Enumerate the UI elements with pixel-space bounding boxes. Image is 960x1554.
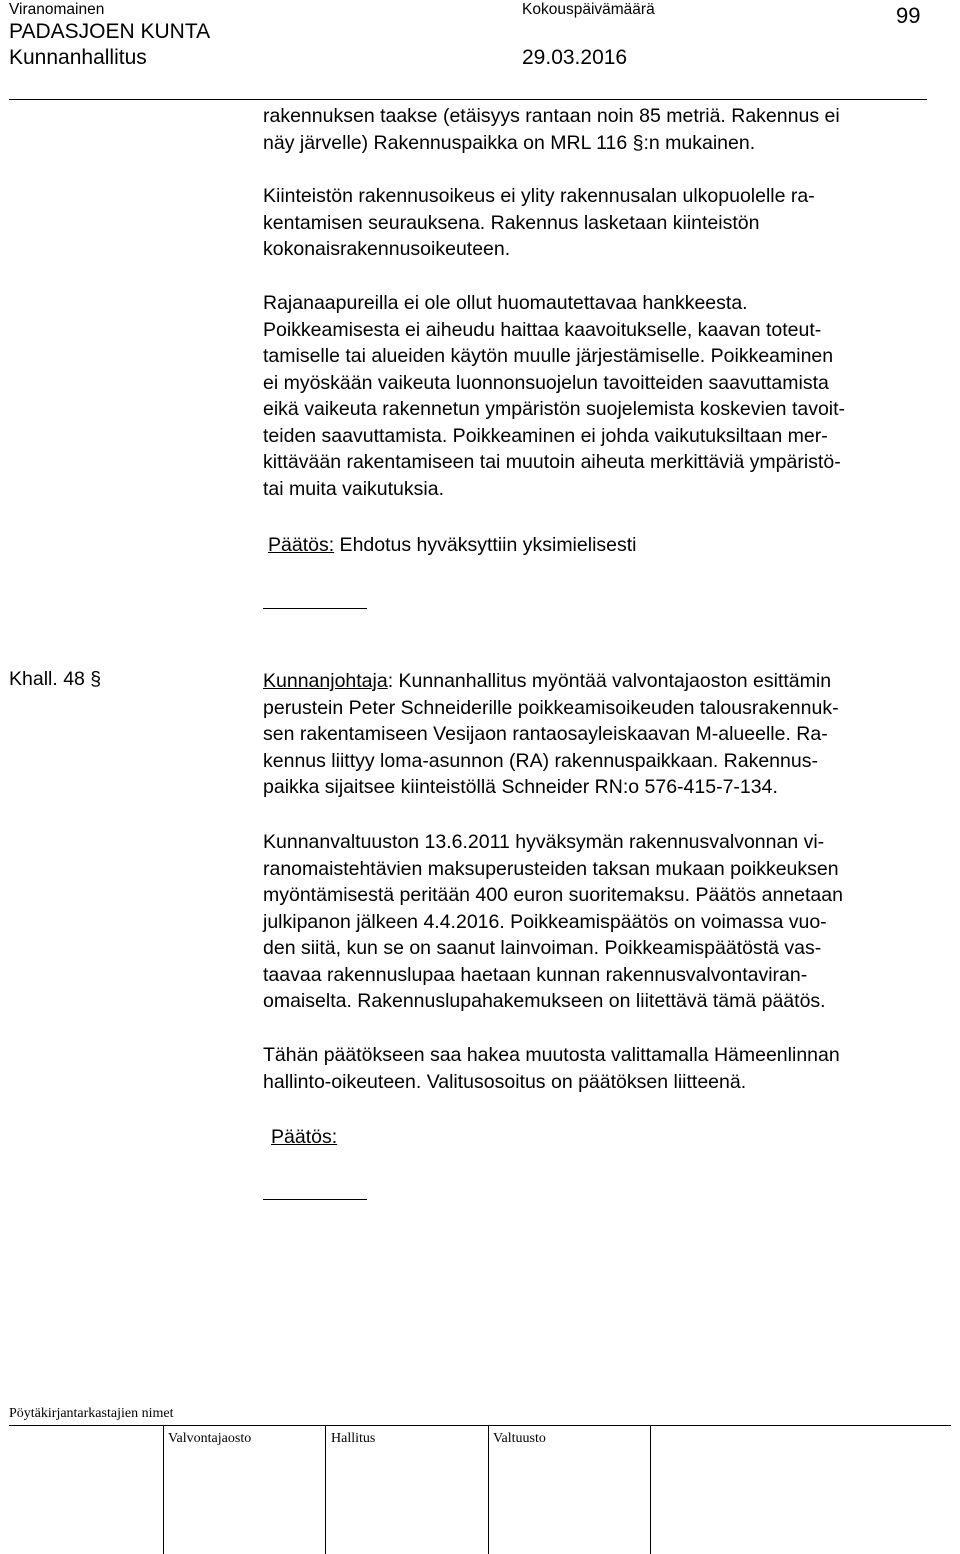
footer-column-separator: [488, 1425, 489, 1554]
text-line: den siitä, kun se on saanut lainvoiman. Poikkeamispäätöstä vas-: [263, 937, 822, 959]
footer-column-separator: [650, 1425, 651, 1554]
section-end-rule: [263, 1199, 367, 1200]
text-line: kennus liittyy loma-asunnon (RA) rakennuspaikkaan. Rakennus-: [263, 749, 818, 772]
text-line: Rajanaapureilla ei ole ollut huomautettavaa hankkeesta.: [263, 292, 748, 314]
text-line: Poikkeamisesta ei aiheudu haittaa kaavoitukselle, kaavan toteut-: [263, 318, 822, 341]
header-role: Viranomainen: [9, 1, 105, 18]
section1-para2: [263, 183, 953, 263]
text-line: rakennuksen taakse (etäisyys rantaan noin 85 metriä. Rakennus ei: [263, 105, 840, 127]
footer-divider: [9, 1425, 951, 1426]
section-end-rule: [263, 608, 367, 609]
text-line: ei myöskään vaikeuta luonnonsuojelun tavoitteiden saavuttamista: [263, 371, 829, 394]
decision-text: Ehdotus hyväksyttiin yksimielisesti: [334, 534, 637, 556]
section2-para3: [263, 1042, 953, 1095]
text-line: ranomaistehtävien maksuperusteiden taksan mukaan poikkeuksen: [263, 857, 839, 880]
proposer-text: : Kunnanhallitus myöntää valvontajaoston esittämin: [387, 670, 832, 692]
header-municipality: PADASJOEN KUNTA: [9, 20, 211, 43]
text-line: näy järvelle) Rakennuspaikka on MRL 116 §:n mukainen.: [263, 131, 756, 154]
section2-para2: [263, 829, 953, 1015]
text-line: eikä vaikeuta rakennetun ympäristön suojelemista koskevien tavoit-: [263, 398, 846, 420]
section2-decision-label: Päätös:: [271, 1126, 338, 1148]
text-line: taavaa rakennuslupaa haetaan kunnan rakennusvalvontaviran-: [263, 963, 808, 986]
section1-decision: [268, 534, 637, 557]
text-line: myöntämisestä peritään 400 euron suoritemaksu. Päätös annetaan: [263, 884, 843, 906]
text-line: Kiinteistön rakennusoikeus ei ylity rakennusalan ulkopuolelle ra-: [263, 185, 815, 207]
footer-col-valvontajaosto: Valvontajaosto: [168, 1431, 252, 1446]
section2-para1: [263, 668, 953, 801]
header-meeting-date-label: Kokouspäivämäärä: [522, 1, 655, 18]
footer-col-valtuusto: Valtuusto: [493, 1431, 546, 1446]
text-line: kokonaisrakennusoikeuteen.: [263, 238, 511, 260]
footer-column-separator: [163, 1425, 164, 1554]
text-line: tai muita vaikutuksia.: [263, 477, 444, 500]
text-line: paikka sijaitsee kiinteistöllä Schneider RN:o 576-415-7-134.: [263, 776, 778, 798]
text-line: kittävään rakentamiseen tai muutoin aiheuta merkittäviä ympäristö-: [263, 451, 841, 473]
header-body: Kunnanhallitus: [9, 46, 147, 69]
decision-label: Päätös:: [268, 534, 335, 556]
footer-column-separator: [325, 1425, 326, 1554]
text-line: hallinto-oikeuteen. Valitusosoitus on päätöksen liitteenä.: [263, 1070, 747, 1093]
header-divider: [9, 99, 927, 100]
item-label: Khall. 48 §: [9, 668, 102, 690]
footer-col-hallitus: Hallitus: [331, 1431, 376, 1446]
text-line: Kunnanvaltuuston 13.6.2011 hyväksymän rakennusvalvonnan vi-: [263, 831, 825, 853]
text-line: tamiselle tai alueiden käytön muulle järjestämiselle. Poikkeaminen: [263, 345, 834, 367]
footer-signers-label: Pöytäkirjantarkastajien nimet: [9, 1406, 174, 1421]
text-line: sen rakentamiseen Vesijaon rantaosayleiskaavan M-alueelle. Ra-: [263, 723, 828, 745]
header-date: 29.03.2016: [522, 46, 628, 69]
text-line: omaiselta. Rakennuslupahakemukseen on liitettävä tämä päätös.: [263, 990, 826, 1012]
proposer-label: Kunnanjohtaja: [263, 670, 388, 692]
text-line: [263, 668, 953, 695]
section1-para3: [263, 290, 953, 502]
text-line: julkipanon jälkeen 4.4.2016. Poikkeamispäätös on voimassa vuo-: [263, 910, 827, 933]
text-line: perustein Peter Schneiderille poikkeamisoikeuden talousrakennuk-: [263, 696, 839, 719]
section1-para1: [263, 103, 953, 156]
text-line: Tähän päätökseen saa hakea muutosta valittamalla Hämeenlinnan: [263, 1044, 840, 1066]
text-line: teiden saavuttamista. Poikkeaminen ei johda vaikutuksiltaan mer-: [263, 424, 828, 447]
text-line: kentamisen seurauksena. Rakennus lasketaan kiinteistön: [263, 211, 760, 234]
page-number: 99: [896, 3, 921, 28]
